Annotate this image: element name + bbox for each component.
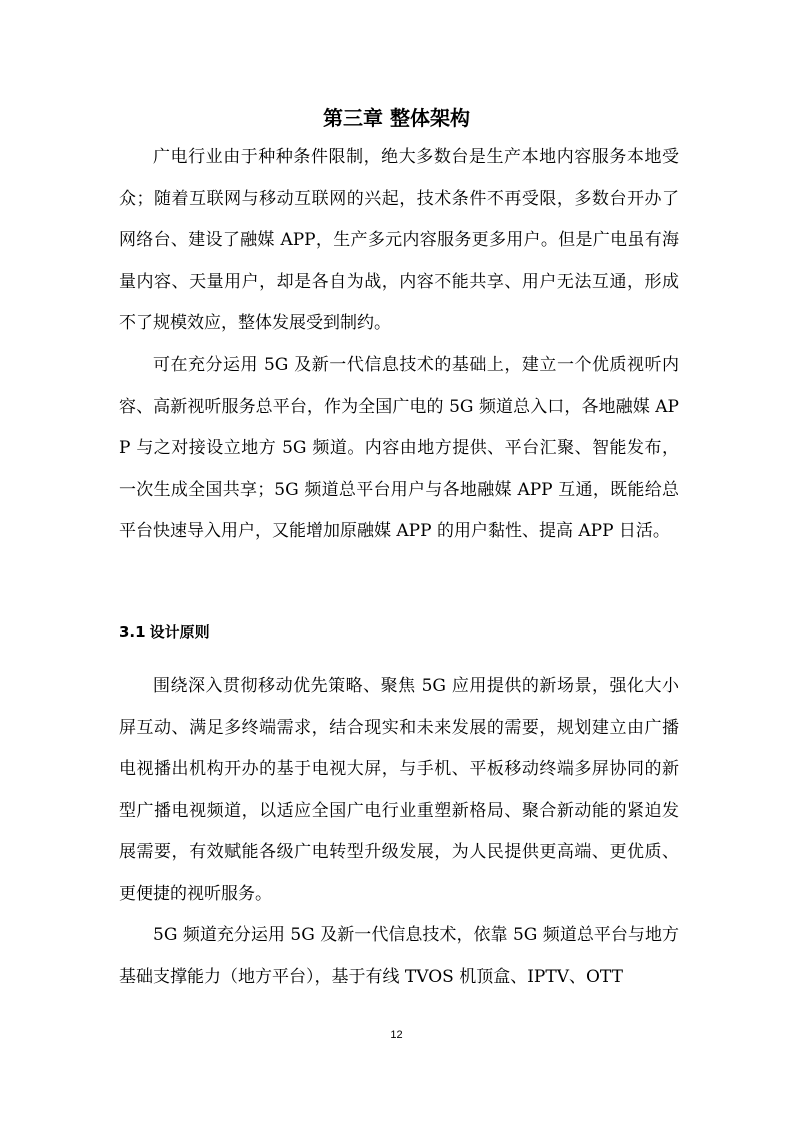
section-number: 3.1: [119, 623, 146, 641]
body-paragraph: 围绕深入贯彻移动优先策略、聚焦 5G 应用提供的新场景，强化大小屏互动、满足多终端需求，结合现实和未来发展的需要，规划建立由广播电视播出机构开办的基于电视大屏，与手机、平板移动终端多屏协同的新型广播电视频道，以适应全国广电行业重塑新格局、聚合新动能的紧迫发展需要，有效赋能各级广电转型升级发展，为人民提供更高端、更优质、更便捷的视听服务。: [119, 676, 679, 904]
body-paragraph: 5G 频道充分运用 5G 及新一代信息技术，依靠 5G 频道总平台与地方基础支撑能力（地方平台），基于有线 TVOS 机顶盒、IPTV、OTT: [119, 925, 679, 987]
section-heading: [119, 620, 210, 644]
page-number: 12: [390, 1029, 403, 1041]
chapter-title: 第三章 整体架构: [323, 106, 470, 130]
section-title: 设计原则: [149, 623, 210, 641]
body-paragraph: 广电行业由于种种条件限制，绝大多数台是生产本地内容服务本地受众；随着互联网与移动互联网的兴起，技术条件不再受限，多数台开办了网络台、建设了融媒 APP，生产多元内容服务更多用户。但是广电虽有海量内容、天量用户，却是各自为战，内容不能共享、用户无法互通，形成不了规模效应，整体发展受到制约。: [119, 147, 679, 334]
body-paragraph: 可在充分运用 5G 及新一代信息技术的基础上，建立一个优质视听内容、高新视听服务总平台，作为全国广电的 5G 频道总入口，各地融媒 APP 与之对接设立地方 5G 频道。内容由地方提供、平台汇聚、智能发布，一次生成全国共享；5G 频道总平台用户与各地融媒 APP 互通，既能给总平台快速导入用户，又能增加原融媒 APP 的用户黏性、提高 APP 日活。: [119, 355, 679, 542]
